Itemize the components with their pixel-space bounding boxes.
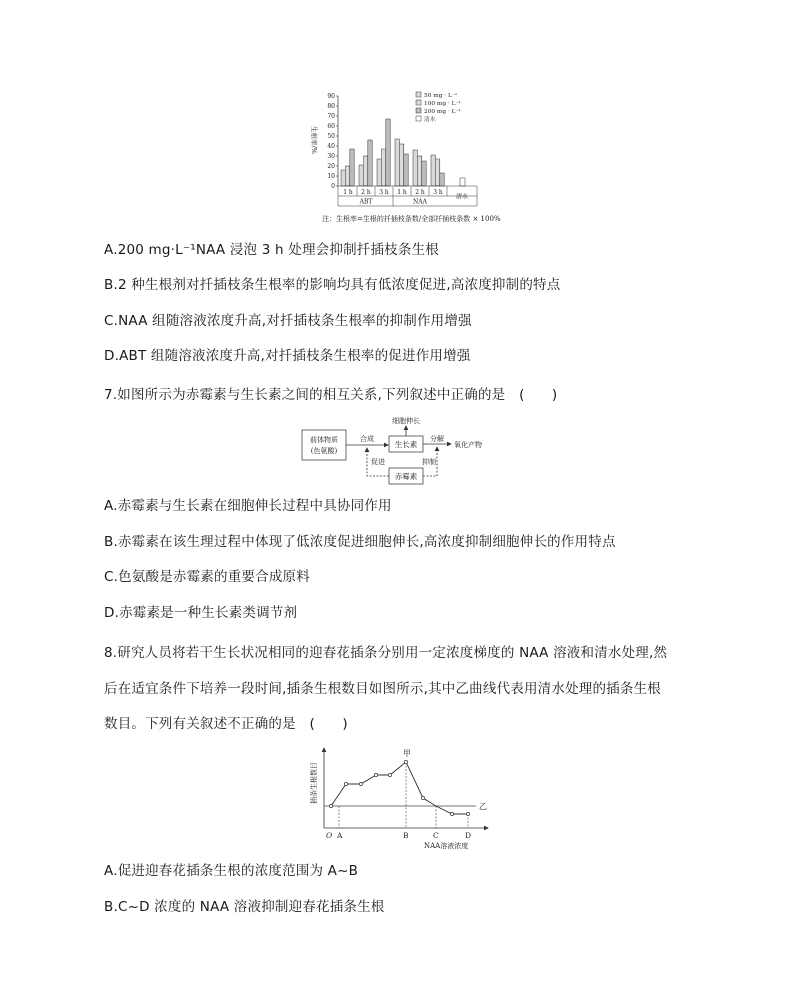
data-point xyxy=(374,773,377,776)
data-point xyxy=(466,812,469,815)
x-label-o: O xyxy=(326,831,333,840)
y-axis-label: 生根率/% xyxy=(310,126,318,154)
bar xyxy=(395,139,399,186)
peak-label: 甲 xyxy=(403,749,411,758)
bar xyxy=(435,159,439,186)
water-line-label: 乙 xyxy=(479,802,487,811)
bar xyxy=(350,149,354,186)
q7-option-a: A.赤霉素与生长素在细胞伸长过程中具协同作用 xyxy=(104,498,392,514)
data-point xyxy=(344,782,347,785)
bar xyxy=(431,155,435,186)
promote-label: 促进 xyxy=(371,458,385,466)
hormone-relation-diagram xyxy=(296,416,506,488)
y-tick-label: 60 xyxy=(327,123,335,131)
q8-option-a: A.促进迎春花插条生根的浓度范围为 A~B xyxy=(104,863,359,879)
cell-elongation-label: 细胞伸长 xyxy=(392,417,420,425)
q7-option-c: C.色氨酸是赤霉素的重要合成原料 xyxy=(104,569,310,585)
bar xyxy=(368,140,372,186)
data-point xyxy=(450,812,453,815)
y-tick-label: 20 xyxy=(327,163,335,171)
legend-label: 清水 xyxy=(424,116,436,123)
x-label-a: A xyxy=(337,831,343,840)
bar xyxy=(413,150,417,186)
oxidation-product-label: 氧化产物 xyxy=(454,441,482,449)
time-label: 2 h xyxy=(415,189,425,196)
precursor-text-1: 前体物质 xyxy=(310,436,338,444)
precursor-box xyxy=(302,430,346,460)
bar xyxy=(341,170,345,186)
bar xyxy=(404,154,408,186)
decompose-label: 分解 xyxy=(430,435,444,443)
water-bar xyxy=(460,178,465,186)
auxin-text: 生长素 xyxy=(394,440,418,449)
inhibit-label: 抑制 xyxy=(422,458,436,466)
gibberellin-text: 赤霉素 xyxy=(394,472,418,481)
y-tick-label: 80 xyxy=(327,103,335,111)
bar xyxy=(386,119,390,186)
q6-option-b: B.2 种生根剂对扦插枝条生根率的影响均具有低浓度促进,高浓度抑制的特点 xyxy=(104,277,561,293)
legend-swatch xyxy=(416,100,421,105)
legend-swatch xyxy=(416,108,421,113)
legend-label: 50 mg · L⁻¹ xyxy=(424,92,458,99)
q8-stem-line-1: 8.研究人员将若干生长状况相同的迎春花插条分别用一定浓度梯度的 NAA 溶液和清水处理,然 xyxy=(104,645,668,661)
y-tick-label: 30 xyxy=(327,153,335,161)
rooting-rate-bar-chart xyxy=(300,86,505,226)
precursor-text-2: (色氨酸) xyxy=(310,447,338,455)
q6-option-a: A.200 mg·L⁻¹NAA 浸泡 3 h 处理会抑制扦插枝条生根 xyxy=(104,242,439,258)
y-axis-label: 插条生根数目 xyxy=(310,762,318,804)
q7-option-b: B.赤霉素在该生理过程中体现了低浓度促进细胞伸长,高浓度抑制细胞伸长的作用特点 xyxy=(104,534,616,550)
q8-option-b: B.C~D 浓度的 NAA 溶液抑制迎春花插条生根 xyxy=(104,899,385,915)
q6-option-c: C.NAA 组随溶液浓度升高,对扦插枝条生根率的抑制作用增强 xyxy=(104,313,472,329)
chart-note: 注：生根率=生根的扦插枝条数/全部扦插枝条数 × 100% xyxy=(322,215,501,223)
data-point xyxy=(329,804,332,807)
time-label: 1 h xyxy=(343,189,353,196)
bar xyxy=(363,156,367,186)
q8-stem-line-2: 后在适宜条件下培养一段时间,插条生根数目如图所示,其中乙曲线代表用清水处理的插条生根 xyxy=(104,681,661,697)
y-tick-label: 0 xyxy=(331,183,335,191)
time-label: 3 h xyxy=(433,189,443,196)
x-label-d: D xyxy=(465,831,472,840)
agent-label-abt: ABT xyxy=(359,198,373,206)
bar xyxy=(417,156,421,186)
legend-swatch xyxy=(416,92,421,97)
legend-swatch xyxy=(416,116,421,121)
q6-option-d: D.ABT 组随溶液浓度升高,对扦插枝条生根率的促进作用增强 xyxy=(104,348,471,364)
data-point xyxy=(359,782,362,785)
bar xyxy=(399,144,403,186)
y-tick-label: 40 xyxy=(327,143,335,151)
data-point xyxy=(404,760,407,763)
q8-stem-line-3: 数目。下列有关叙述不正确的是 ( ) xyxy=(104,716,348,732)
x-label-b: B xyxy=(403,831,409,840)
x-axis-label: NAA溶液浓度 xyxy=(424,842,469,850)
time-label: 3 h xyxy=(379,189,389,196)
legend-label: 100 mg · L⁻¹ xyxy=(424,100,461,107)
legend-label: 200 mg · L⁻¹ xyxy=(424,108,461,115)
root-count-line-graph xyxy=(306,744,502,854)
bar xyxy=(422,161,426,186)
bar xyxy=(377,159,381,186)
data-point xyxy=(421,796,424,799)
bar xyxy=(440,173,444,186)
q7-stem: 7.如图所示为赤霉素与生长素之间的相互关系,下列叙述中正确的是 ( ) xyxy=(104,387,558,403)
y-tick-label: 10 xyxy=(327,173,335,181)
time-label: 2 h xyxy=(361,189,371,196)
y-tick-label: 90 xyxy=(327,93,335,101)
agent-label-water: 清水 xyxy=(455,193,469,201)
data-point xyxy=(388,773,391,776)
bar xyxy=(359,165,363,186)
synthesis-label: 合成 xyxy=(360,435,374,443)
agent-label-naa: NAA xyxy=(413,198,427,206)
y-tick-label: 50 xyxy=(327,133,335,141)
x-label-c: C xyxy=(433,831,439,840)
time-label: 1 h xyxy=(397,189,407,196)
y-tick-label: 70 xyxy=(327,113,335,121)
bar xyxy=(345,166,349,186)
bar xyxy=(381,149,385,186)
q7-option-d: D.赤霉素是一种生长素类调节剂 xyxy=(104,605,298,621)
